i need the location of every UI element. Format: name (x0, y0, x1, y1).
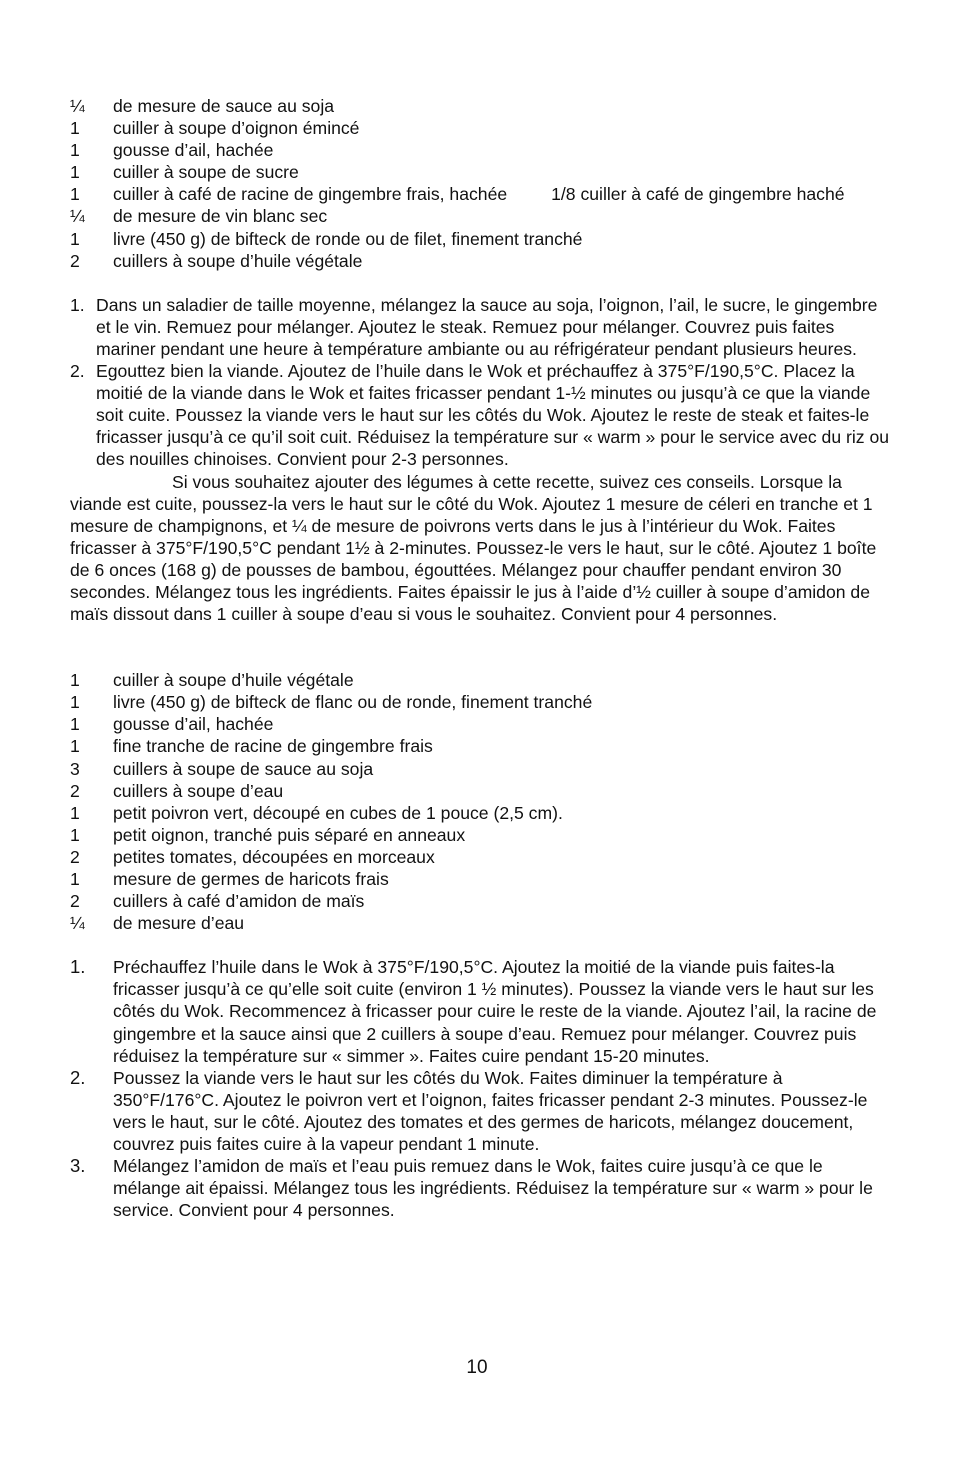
ingredient-row: 1 cuiller à café de racine de gingembre frais, hachée 1/8 cuiller à café de gingembre haché (70, 184, 845, 205)
ingredient-row: 1 cuiller à soupe d’oignon émincé (70, 118, 360, 139)
ingredient-row: ¼ de mesure de vin blanc sec (70, 206, 328, 227)
spacer (70, 272, 890, 294)
recipe1-steps (70, 294, 890, 471)
ingredient-row: ¼ de mesure d’eau (70, 913, 245, 934)
ingredient-row: 2 cuillers à soupe d’eau (70, 780, 284, 801)
ingredient-row: 3 cuillers à soupe de sauce au soja (70, 758, 374, 779)
ingredient-row: 1 cuiller à soupe d’huile végétale (70, 670, 354, 691)
step-item: 2. Egouttez bien la viande. Ajoutez de l’huile dans le Wok et préchauffez à 375°F/190,5°C. Placez la moitié de la viande dans le Wok et faites fricasser pendant 1-½ minutes ou jusqu’à ce que la viande soit cuite. Poussez la viande vers le haut sur les côtés du Wok. Ajoutez le reste de steak et faites-le fricasser jusqu’à ce qu’il soit cuit. Réduisez la température sur « warm » pour le service avec du riz ou des nouilles chinoises. Convient pour 2-3 personnes. (70, 361, 890, 470)
ingredient-row: 1 petit oignon, tranché puis séparé en anneaux (70, 824, 466, 845)
vegetable-tip: Si vous souhaitez ajouter des légumes à cette recette, suivez ces conseils. Lorsque la viande est cuite, poussez-la vers le haut sur le côté du Wok. Ajoutez 1 mesure de céleri en tranche et 1 mesure de champignons, et ¼ de mesure de poivrons verts dans le jus à l’intérieur du Wok. Faites fricasser à 375°F/190,5°C pendant 1½ à 2-minutes. Poussez-le vers le haut, sur le côté. Ajoutez 1 boîte de 6 onces (168 g) de pousses de bambou, égouttées. Mélangez pour chauffer pendant environ 30 secondes. Mélangez tous les ingrédients. Faites épaissir le jus à l’aide d’½ cuiller à soupe d’amidon de maïs dissout dans 1 cuiller à soupe d’eau si vous le souhaitez. Convient pour 4 personnes. (70, 471, 877, 625)
recipe1-ingredients (70, 95, 890, 272)
ingredient-row: 1 cuiller à soupe de sucre (70, 162, 299, 183)
ingredient-row: 1 livre (450 g) de bifteck de ronde ou de filet, finement tranché (70, 228, 583, 249)
ingredient-row: 1 gousse d’ail, hachée (70, 714, 274, 735)
ingredient-row: 2 cuillers à soupe d’huile végétale (70, 250, 363, 271)
ingredient-row: 1 petit poivron vert, découpé en cubes de 1 pouce (2,5 cm). (70, 802, 563, 823)
ingredient-row: 1 fine tranche de racine de gingembre frais (70, 736, 433, 757)
recipe2-ingredients (70, 669, 890, 934)
ingredient-row: 2 petites tomates, découpées en morceaux (70, 846, 435, 867)
ingredient-row: 2 cuillers à café d’amidon de maïs (70, 891, 365, 912)
step-item: 3. Mélangez l’amidon de maïs et l’eau puis remuez dans le Wok, faites cuire jusqu’à ce que le mélange ait épaissi. Mélangez tous les ingrédients. Réduisez la température sur « warm » pour le service. Convient pour 4 personnes. (70, 1155, 873, 1221)
ingredient-row: ¼ de mesure de sauce au soja (70, 96, 335, 116)
ingredient-row: 1 mesure de germes de haricots frais (70, 869, 389, 889)
step-item: 1. Dans un saladier de taille moyenne, mélangez la sauce au soja, l’oignon, l’ail, le sucre, le gingembre et le vin. Remuez pour mélanger. Ajoutez le steak. Remuez pour mélanger. Couvrez puis faites mariner pendant une heure à température ambiante ou au réfrigérateur pendant plusieurs heures. (70, 294, 878, 359)
spacer (70, 625, 890, 669)
step-item: 2. Poussez la viande vers le haut sur les côtés du Wok. Faites diminuer la température à 350°F/176°C. Ajoutez le poivron vert et l’oignon, faites fricasser pendant 2-3 minutes. Poussez-le vers le haut, sur le côté. Ajoutez des tomates et des germes de haricots, mélangez doucement, couvrez puis faites cuire à la vapeur pendant 1 minute. (70, 1066, 868, 1155)
spacer (70, 934, 890, 956)
recipe2-steps (70, 956, 890, 1221)
ingredient-row: 1 livre (450 g) de bifteck de flanc ou de ronde, finement tranché (70, 692, 593, 713)
step-item: 1. Préchauffez l’huile dans le Wok à 375°F/190,5°C. Ajoutez la moitié de la viande puis faites-la fricasser jusqu’à ce qu’elle soit cuite (environ 1 ½ minutes). Poussez la viande vers le haut sur les côtés du Wok. Recommencez à fricasser pour cuire le reste de la viande. Ajoutez l’ail, la racine de gingembre et la sauce ainsi que 2 cuillers à soupe d’eau. Remuez pour mélanger. Couvrez puis réduisez la température sur « simmer ». Faites cuire pendant 15-20 minutes. (70, 956, 877, 1066)
page-content (70, 95, 890, 1221)
page-number: 10 (466, 1357, 488, 1378)
ingredient-row: 1 gousse d’ail, hachée (70, 140, 274, 161)
